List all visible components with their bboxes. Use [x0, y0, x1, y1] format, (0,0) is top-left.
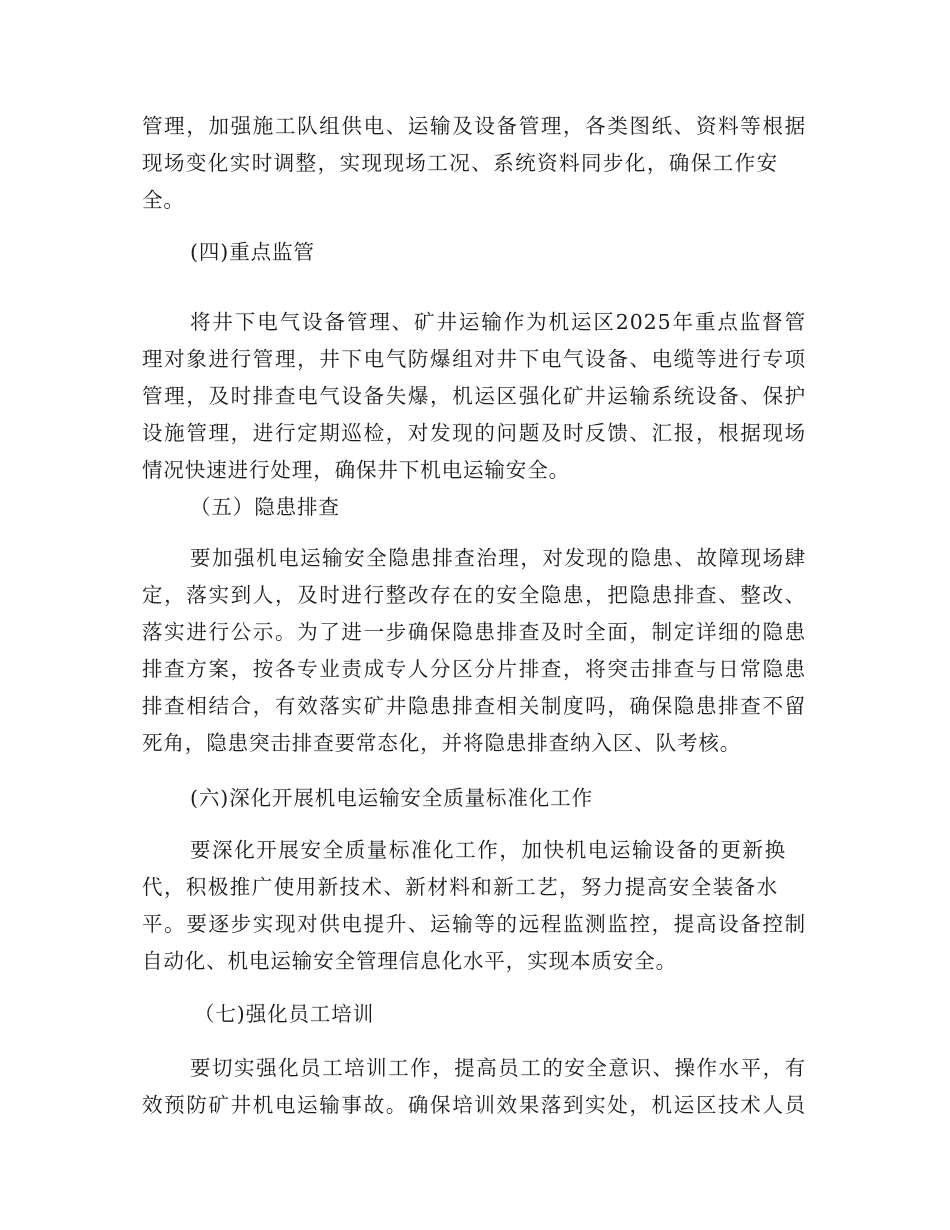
paragraph-line: 效预防矿井机电运输事故。确保培训效果落到实处，机运区技术人员 [142, 1093, 806, 1117]
paragraph-line: 排查方案，按各专业责成专人分区分片排查，将突击排查与日常隐患 [142, 657, 806, 681]
section-5-paragraph [142, 540, 806, 762]
section-4-paragraph [142, 304, 806, 489]
paragraph-line: 定，落实到人，及时进行整改存在的安全隐患，把隐患排查、整改、 [142, 583, 806, 607]
section-7-paragraph [142, 1050, 806, 1124]
paragraph-line: 全。 [142, 188, 185, 212]
paragraph-line: 平。要逐步实现对供电提升、运输等的远程监测监控，提高设备控制 [142, 912, 806, 936]
section-heading-4: (四)重点监管 [190, 240, 315, 264]
paragraph-line: 现场变化实时调整，实现现场工况、系统资料同步化，确保工作安 [142, 151, 778, 175]
paragraph-line: 设施管理，进行定期巡检，对发现的问题及时反馈、汇报，根据现场 [142, 421, 806, 445]
paragraph-line: 管理，加强施工队组供电、运输及设备管理，各类图纸、资料等根据 [142, 114, 806, 138]
paragraph-line: 要切实强化员工培训工作，提高员工的安全意识、操作水平，有 [190, 1056, 806, 1080]
paragraph-line: 代，积极推广使用新技术、新材料和新工艺，努力提高安全装备水 [142, 875, 778, 899]
paragraph-line: 落实进行公示。为了进一步确保隐患排查及时全面，制定详细的隐患 [142, 620, 806, 644]
paragraph-line: 自动化、机电运输安全管理信息化水平，实现本质安全。 [142, 949, 677, 973]
section-heading-6: (六)深化开展机电运输安全质量标准化工作 [190, 786, 593, 810]
section-heading-7: （七)强化员工培训 [194, 1002, 375, 1026]
paragraph-line: 管理，及时排查电气设备失爆，机运区强化矿井运输系统设备、保护 [142, 384, 806, 408]
section-6-paragraph [142, 832, 806, 980]
intro-paragraph [142, 108, 806, 219]
paragraph-line: 要深化开展安全质量标准化工作，加快机电运输设备的更新换 [190, 838, 786, 862]
paragraph-line: 死角，隐患突击排查要常态化，并将隐患排查纳入区、队考核。 [142, 731, 742, 755]
paragraph-line: 排查相结合，有效落实矿井隐患排查相关制度吗，确保隐患排查不留 [142, 694, 806, 718]
paragraph-line: 要加强机电运输安全隐患排查治理，对发现的隐患、故障现场肆 [190, 546, 806, 570]
paragraph-line: 情况快速进行处理，确保井下机电运输安全。 [142, 458, 570, 482]
paragraph-line: 将井下电气设备管理、矿井运输作为机运区2025年重点监督管 [190, 310, 806, 334]
section-heading-5: （五）隐患排查 [190, 495, 340, 519]
paragraph-line: 理对象进行管理，井下电气防爆组对井下电气设备、电缆等进行专项 [142, 347, 806, 371]
